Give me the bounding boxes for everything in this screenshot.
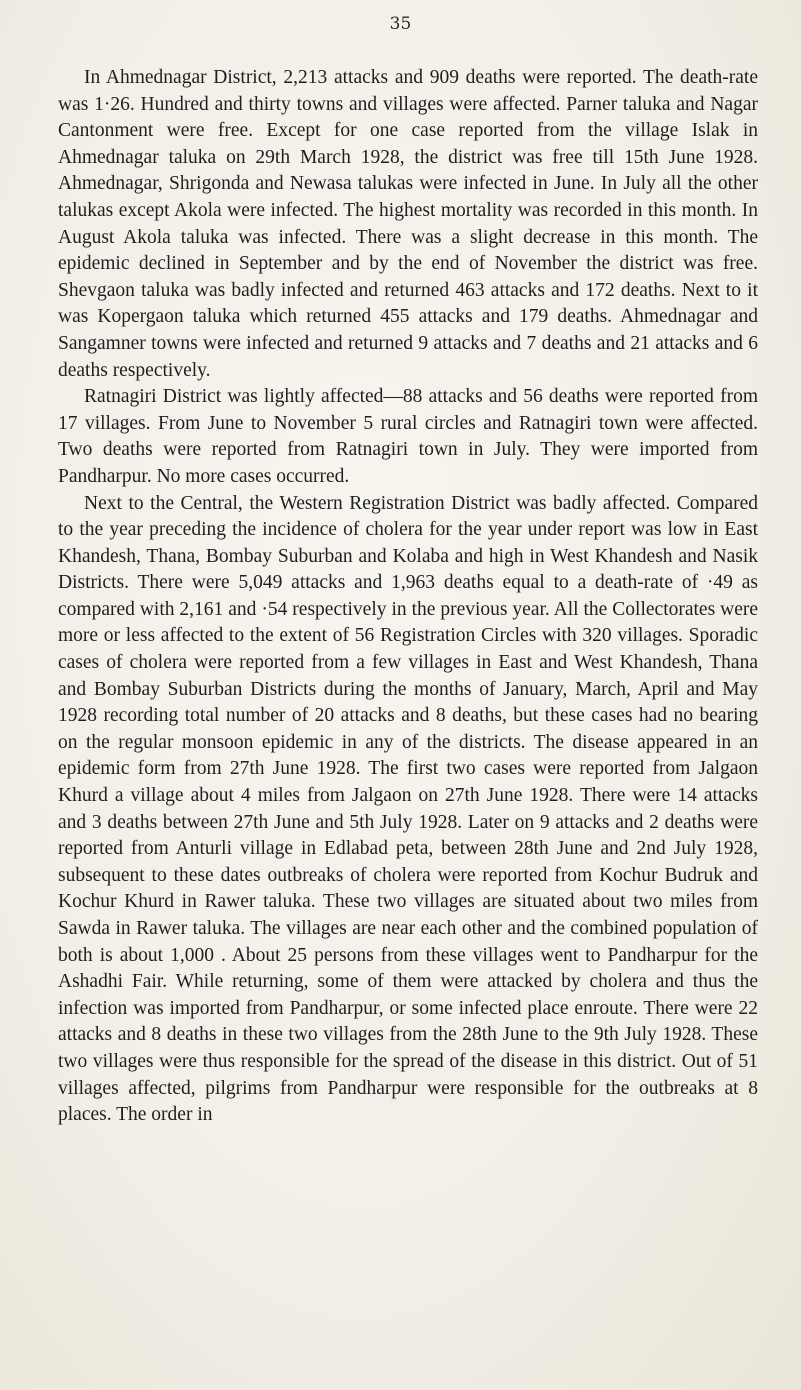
paragraph-ahmednagar: In Ahmednagar District, 2,213 attacks and 909 deaths were reported. The death-rate was 1·26. Hundred and thirty towns and villages were affected. Parner taluka and Nagar Cantonment were free. Except for one case reported from the village Islak in Ahmednagar taluka on 29th March 1928, the district was free till 15th June 1928. Ahmednagar, Shrigonda and Newasa talukas were infected in June. In July all the other talukas except Akola were infected. The highest mortality was recorded in this month. In August Akola taluka was infected. There was a slight decrease in this month. The epidemic declined in September and by the end of November the district was free. Shevgaon taluka was badly infected and returned 463 attacks and 172 deaths. Next to it was Kopergaon taluka which returned 455 attacks and 179 deaths. Ahmednagar and Sangamner towns were infected and returned 9 attacks and 7 deaths and 21 attacks and 6 deaths respectively. (58, 67, 758, 381)
paragraph-western-registration: Next to the Central, the Western Registration District was badly affected. Compared to the year preceding the incidence of cholera for the year under report was low in East Khandesh, Thana, Bombay Suburban and Kolaba and high in West Khandesh and Nasik Districts. There were 5,049 attacks and 1,963 deaths equal to a death-rate of ·49 as compared with 2,161 and ·54 respectively in the previous year. All the Collectorates were more or less affected to the extent of 56 Registration Circles with 320 villages. Sporadic cases of cholera were reported from a few villages in East and West Khandesh, Thana and Bombay Suburban Districts during the months of January, March, April and May 1928 recording total number of 20 attacks and 8 deaths, but these cases had no bearing on the regular monsoon epidemic in any of the districts. The disease appeared in an epidemic form from 27th June 1928. The first two cases were reported from Jalgaon Khurd a village about 4 miles from Jalgaon on 27th June 1928. There were 14 attacks and 3 deaths between 27th June and 5th July 1928. Later on 9 attacks and 2 deaths were reported from Anturli village in Edlabad peta, between 28th June and 2nd July 1928, subsequent to these dates outbreaks of cholera were reported from Kochur Budruk and Kochur Khurd in Rawer taluka. These two villages are situated about two miles from Sawda in Rawer taluka. The villages are near each other and the combined population of both is about 1,000 . About 25 persons from these villages went to Pandharpur for the Ashadhi Fair. While returning, some of them were attacked by cholera and thus the infection was imported from Pandharpur, or some infected place enroute. There were 22 attacks and 8 deaths in these two villages from the 28th June to the 9th July 1928. These two villages were thus responsible for the spread of the disease in this district. Out of 51 villages affected, pilgrims from Pandharpur were responsible for the outbreaks at 8 places. The order in (58, 492, 758, 1126)
body-text (58, 65, 758, 1129)
page-number: 35 (389, 14, 412, 34)
paragraph-ratnagiri: Ratnagiri District was lightly affected—88 attacks and 56 deaths were reported from 17 villages. From June to November 5 rural circles and Ratnagiri town were affected. Two deaths were reported from Ratnagiri town in July. They were imported from Pandharpur. No more cases occurred. (58, 386, 758, 487)
